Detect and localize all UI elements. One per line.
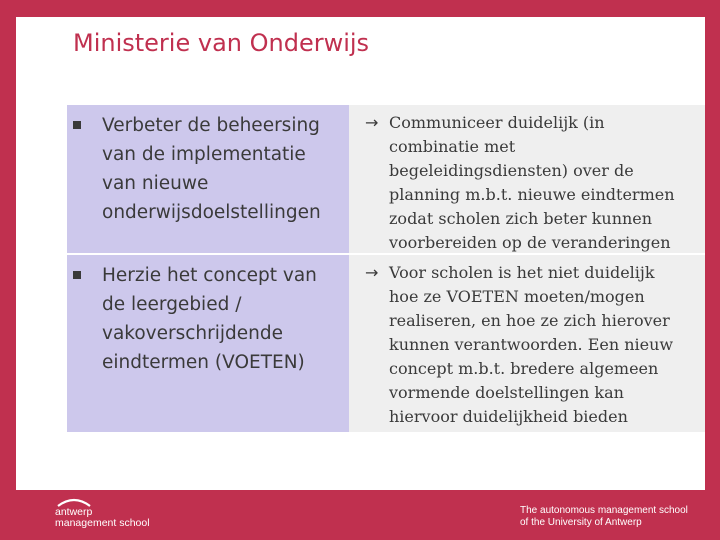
explanation-text: Voor scholen is het niet duidelijk hoe ze VOETEN moeten/mogen realiseren, en hoe ze zich hierover kunnen verantwoorden. Een nieuw concept m.b.t. bredere algemeen vormende doelstellingen kan hiervoor duidelijkheid bieden (389, 263, 674, 426)
square-bullet-icon (73, 121, 81, 129)
explanation-cell (349, 255, 705, 432)
content-table (67, 105, 705, 432)
explanation-text: Communiceer duidelijk (in combinatie met begeleidingsdiensten) over de planning m.b.t. nieuwe eindtermen zodat scholen zich beter kunnen voorbereiden op de veranderingen (389, 113, 675, 252)
right-arrow-icon: → (365, 263, 379, 282)
bullet-item (73, 111, 343, 227)
logo-text: antwerp management school (55, 506, 150, 529)
slide (16, 17, 705, 490)
table-row (67, 255, 705, 432)
slide-title: Ministerie van Onderwijs (73, 29, 370, 57)
right-arrow-icon: → (365, 113, 379, 132)
square-bullet-icon (73, 271, 81, 279)
arrow-item (365, 261, 705, 429)
recommendation-cell (67, 105, 349, 255)
bullet-item (73, 261, 343, 377)
footer-tagline: The autonomous management school of the University of Antwerp (520, 505, 688, 528)
antwerp-management-school-logo (55, 497, 165, 529)
recommendation-text: Verbeter de beheersing van de implementatie van nieuwe onderwijsdoelstellingen (102, 115, 321, 223)
recommendation-text: Herzie het concept van de leergebied / vakoverschrijdende eindtermen (VOETEN) (102, 265, 317, 373)
explanation-cell (349, 105, 705, 255)
arrow-item (365, 111, 705, 255)
table-row (67, 105, 705, 255)
recommendation-cell (67, 255, 349, 432)
